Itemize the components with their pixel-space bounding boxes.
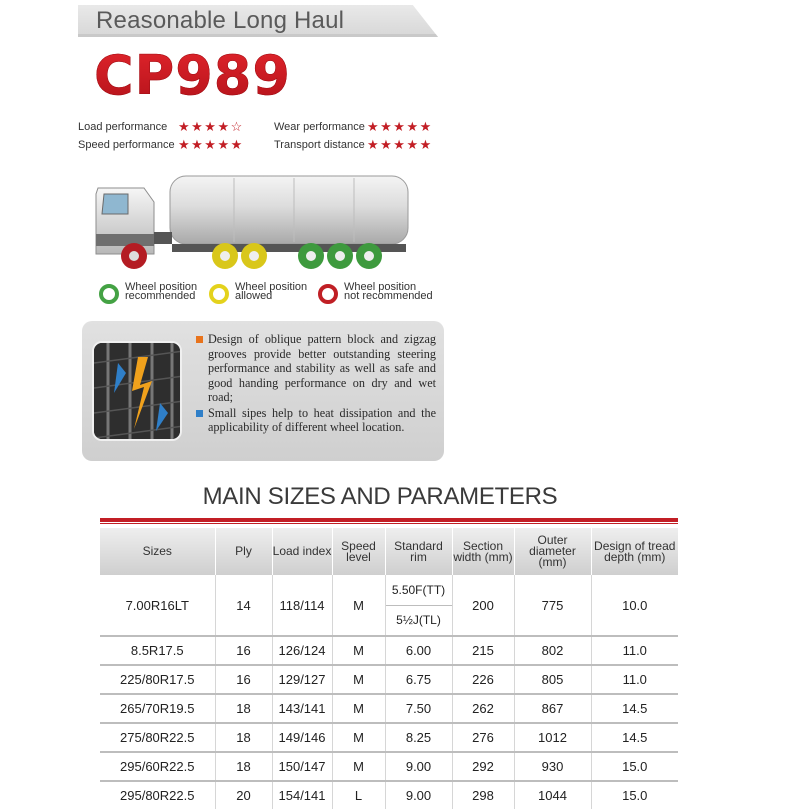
wheel-not-recommended	[121, 243, 147, 269]
tagline: Reasonable Long Haul	[96, 7, 345, 34]
legend-label: Wheel position not recommended	[344, 281, 433, 302]
cell-load-index: 149/146	[272, 723, 332, 752]
cell-tread-depth: 11.0	[591, 665, 678, 694]
column-header: Design of tread depth (mm)	[591, 528, 678, 575]
cell-load-index: 154/141	[272, 781, 332, 809]
cell-size: 265/70R19.5	[100, 694, 215, 723]
cell-ply: 18	[215, 723, 272, 752]
cell-load-index: 118/114	[272, 575, 332, 636]
cell-ply: 18	[215, 752, 272, 781]
star-rating-icon: ★★★★☆	[178, 119, 244, 134]
cell-standard-rim: 8.25	[385, 723, 452, 752]
cell-speed-level: M	[332, 694, 385, 723]
table-row	[100, 665, 678, 694]
title-divider-thin	[100, 523, 678, 524]
table-row	[100, 781, 678, 809]
rating-load	[78, 119, 244, 134]
cell-speed-level: M	[332, 636, 385, 665]
column-header: Outer diameter (mm)	[514, 528, 591, 575]
column-header: Ply	[215, 528, 272, 575]
red-wheel-icon	[318, 284, 338, 304]
column-header: Standard rim	[385, 528, 452, 575]
cell-load-index: 129/127	[272, 665, 332, 694]
cell-section-width: 276	[452, 723, 514, 752]
feature-item	[194, 332, 436, 405]
table-row	[100, 752, 678, 781]
cell-speed-level: M	[332, 723, 385, 752]
cell-tread-depth: 15.0	[591, 752, 678, 781]
rim-option: 5.50F(TT)	[386, 575, 452, 606]
column-header: Sizes	[100, 528, 215, 575]
cell-outer-diameter: 867	[514, 694, 591, 723]
cell-load-index: 126/124	[272, 636, 332, 665]
rating-speed	[78, 137, 244, 152]
feature-text: Design of oblique pattern block and zigzag grooves provide better outstanding steering performance and stability as well as safe and good handing performance on dry and wet road;	[208, 332, 436, 404]
cell-standard-rim	[385, 575, 452, 636]
rim-option: 5½J(TL)	[396, 613, 441, 628]
title-divider	[100, 518, 678, 522]
cell-section-width: 262	[452, 694, 514, 723]
table-row	[100, 694, 678, 723]
blue-bullet-icon	[196, 410, 203, 417]
cell-ply: 16	[215, 636, 272, 665]
parameters-table	[100, 528, 678, 809]
cell-outer-diameter: 775	[514, 575, 591, 636]
star-rating-icon: ★★★★★	[367, 119, 433, 134]
tread-pattern-image	[92, 341, 182, 441]
cell-size: 275/80R22.5	[100, 723, 215, 752]
cell-speed-level: M	[332, 575, 385, 636]
cell-section-width: 298	[452, 781, 514, 809]
cell-outer-diameter: 802	[514, 636, 591, 665]
table-row	[100, 575, 678, 636]
cell-outer-diameter: 805	[514, 665, 591, 694]
rating-label: Load performance	[78, 121, 168, 133]
cell-size: 295/60R22.5	[100, 752, 215, 781]
table-title: MAIN SIZES AND PARAMETERS	[202, 483, 558, 510]
table-row	[100, 723, 678, 752]
star-rating-icon: ★★★★★	[367, 137, 433, 152]
feature-item	[194, 406, 436, 435]
green-wheel-icon	[99, 284, 119, 304]
cell-standard-rim: 6.75	[385, 665, 452, 694]
cell-speed-level: L	[332, 781, 385, 809]
feature-box	[82, 321, 444, 461]
model-name: CP989	[94, 44, 291, 107]
cell-ply: 14	[215, 575, 272, 636]
rating-transport	[274, 137, 433, 152]
column-header: Load index	[272, 528, 332, 575]
cell-standard-rim: 7.50	[385, 694, 452, 723]
rating-wear	[274, 119, 433, 134]
feature-text: Small sipes help to heat dissipation and the applicability of different wheel location.	[208, 405, 436, 434]
legend-label: Wheel position recommended	[125, 281, 198, 302]
rating-label: Transport distance	[274, 139, 365, 151]
cell-tread-depth: 10.0	[591, 575, 678, 636]
truck-illustration	[94, 172, 434, 282]
cell-standard-rim: 6.00	[385, 636, 452, 665]
cell-speed-level: M	[332, 752, 385, 781]
cell-tread-depth: 14.5	[591, 694, 678, 723]
cell-size: 295/80R22.5	[100, 781, 215, 809]
cell-speed-level: M	[332, 665, 385, 694]
cell-tread-depth: 15.0	[591, 781, 678, 809]
cell-ply: 20	[215, 781, 272, 809]
table-row	[100, 636, 678, 665]
cell-ply: 18	[215, 694, 272, 723]
rating-label: Speed performance	[78, 139, 175, 151]
cell-size: 7.00R16LT	[100, 575, 215, 636]
yellow-wheel-icon	[209, 284, 229, 304]
star-rating-icon: ★★★★★	[178, 137, 244, 152]
cell-outer-diameter: 1044	[514, 781, 591, 809]
rating-label: Wear performance	[274, 121, 365, 133]
cell-load-index: 150/147	[272, 752, 332, 781]
cell-ply: 16	[215, 665, 272, 694]
cell-section-width: 200	[452, 575, 514, 636]
cell-standard-rim: 9.00	[385, 781, 452, 809]
cell-size: 225/80R17.5	[100, 665, 215, 694]
cell-size: 8.5R17.5	[100, 636, 215, 665]
cell-standard-rim: 9.00	[385, 752, 452, 781]
cell-outer-diameter: 930	[514, 752, 591, 781]
cell-section-width: 215	[452, 636, 514, 665]
cell-tread-depth: 14.5	[591, 723, 678, 752]
column-header: Section width (mm)	[452, 528, 514, 575]
table-header-row	[100, 528, 678, 575]
cell-load-index: 143/141	[272, 694, 332, 723]
cell-tread-depth: 11.0	[591, 636, 678, 665]
orange-bullet-icon	[196, 336, 203, 343]
cell-outer-diameter: 1012	[514, 723, 591, 752]
legend-label: Wheel position allowed	[235, 281, 308, 302]
cell-section-width: 292	[452, 752, 514, 781]
column-header: Speed level	[332, 528, 385, 575]
cell-section-width: 226	[452, 665, 514, 694]
